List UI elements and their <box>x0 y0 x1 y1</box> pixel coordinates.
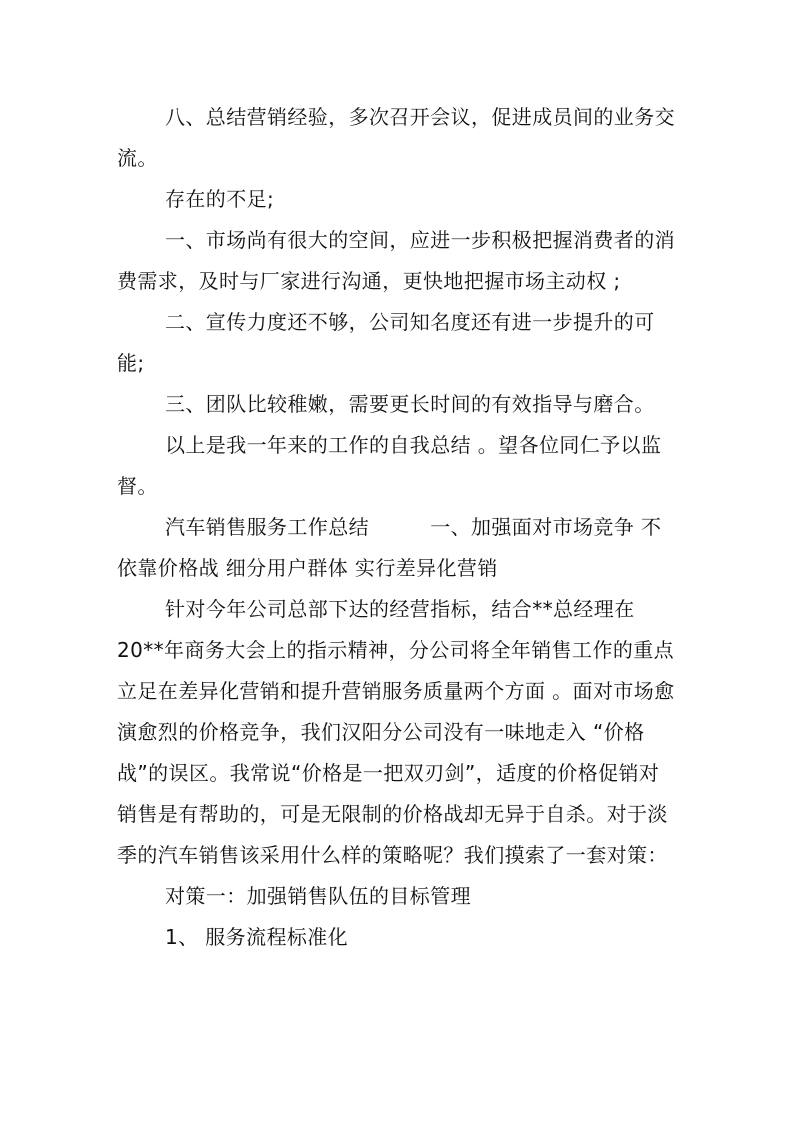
paragraph-shortcoming-two: 二、宣传力度还不够，公司知名度还有进一步提升的可能; <box>117 310 655 375</box>
paragraph-strategy-one: 对策一：加强销售队伍的目标管理 <box>165 884 471 908</box>
paragraph-section-title: 汽车销售服务工作总结 一、加强面对市场竞争 不依靠价格战 细分用户群体 实行差异化营销 <box>117 515 662 580</box>
paragraph-closing-summary: 以上是我一年来的工作的自我总结 。望各位同仁予以监督。 <box>117 433 662 498</box>
paragraph-shortcoming-three: 三、团队比较稚嫩，需要更长时间的有效指导与磨合。 <box>165 392 655 416</box>
paragraph-summary-experience: 八、总结营销经验，多次召开会议，促进成员间的业务交流。 <box>117 105 675 170</box>
paragraph-service-process: 1、 服务流程标准化 <box>165 925 349 949</box>
document-body <box>117 97 677 958</box>
paragraph-shortcomings-heading: 存在的不足; <box>165 187 275 211</box>
paragraph-shortcoming-one: 一、市场尚有很大的空间，应进一步积极把握消费者的消费需求，及时与厂家进行沟通，更快地把握市场主动权 ; <box>117 228 675 293</box>
paragraph-strategy-description: 针对今年公司总部下达的经营指标，结合**总经理在 20**年商务大会上的指示精神，分公司将全年销售工作的重点立足在差异化营销和提升营销服务质量两个方面 。面对市场愈演愈烈的价格竞争，我们汉阳分公司没有一味地走入 “价格战”的误区。我常说“价格是一把双刃剑”，适度的价格促销对销售是有帮助的，可是无限制的价格战却无异于自杀。对于淡季的汽车销售该采用什么样的策略呢？我们摸索了一套对策： <box>117 597 675 867</box>
